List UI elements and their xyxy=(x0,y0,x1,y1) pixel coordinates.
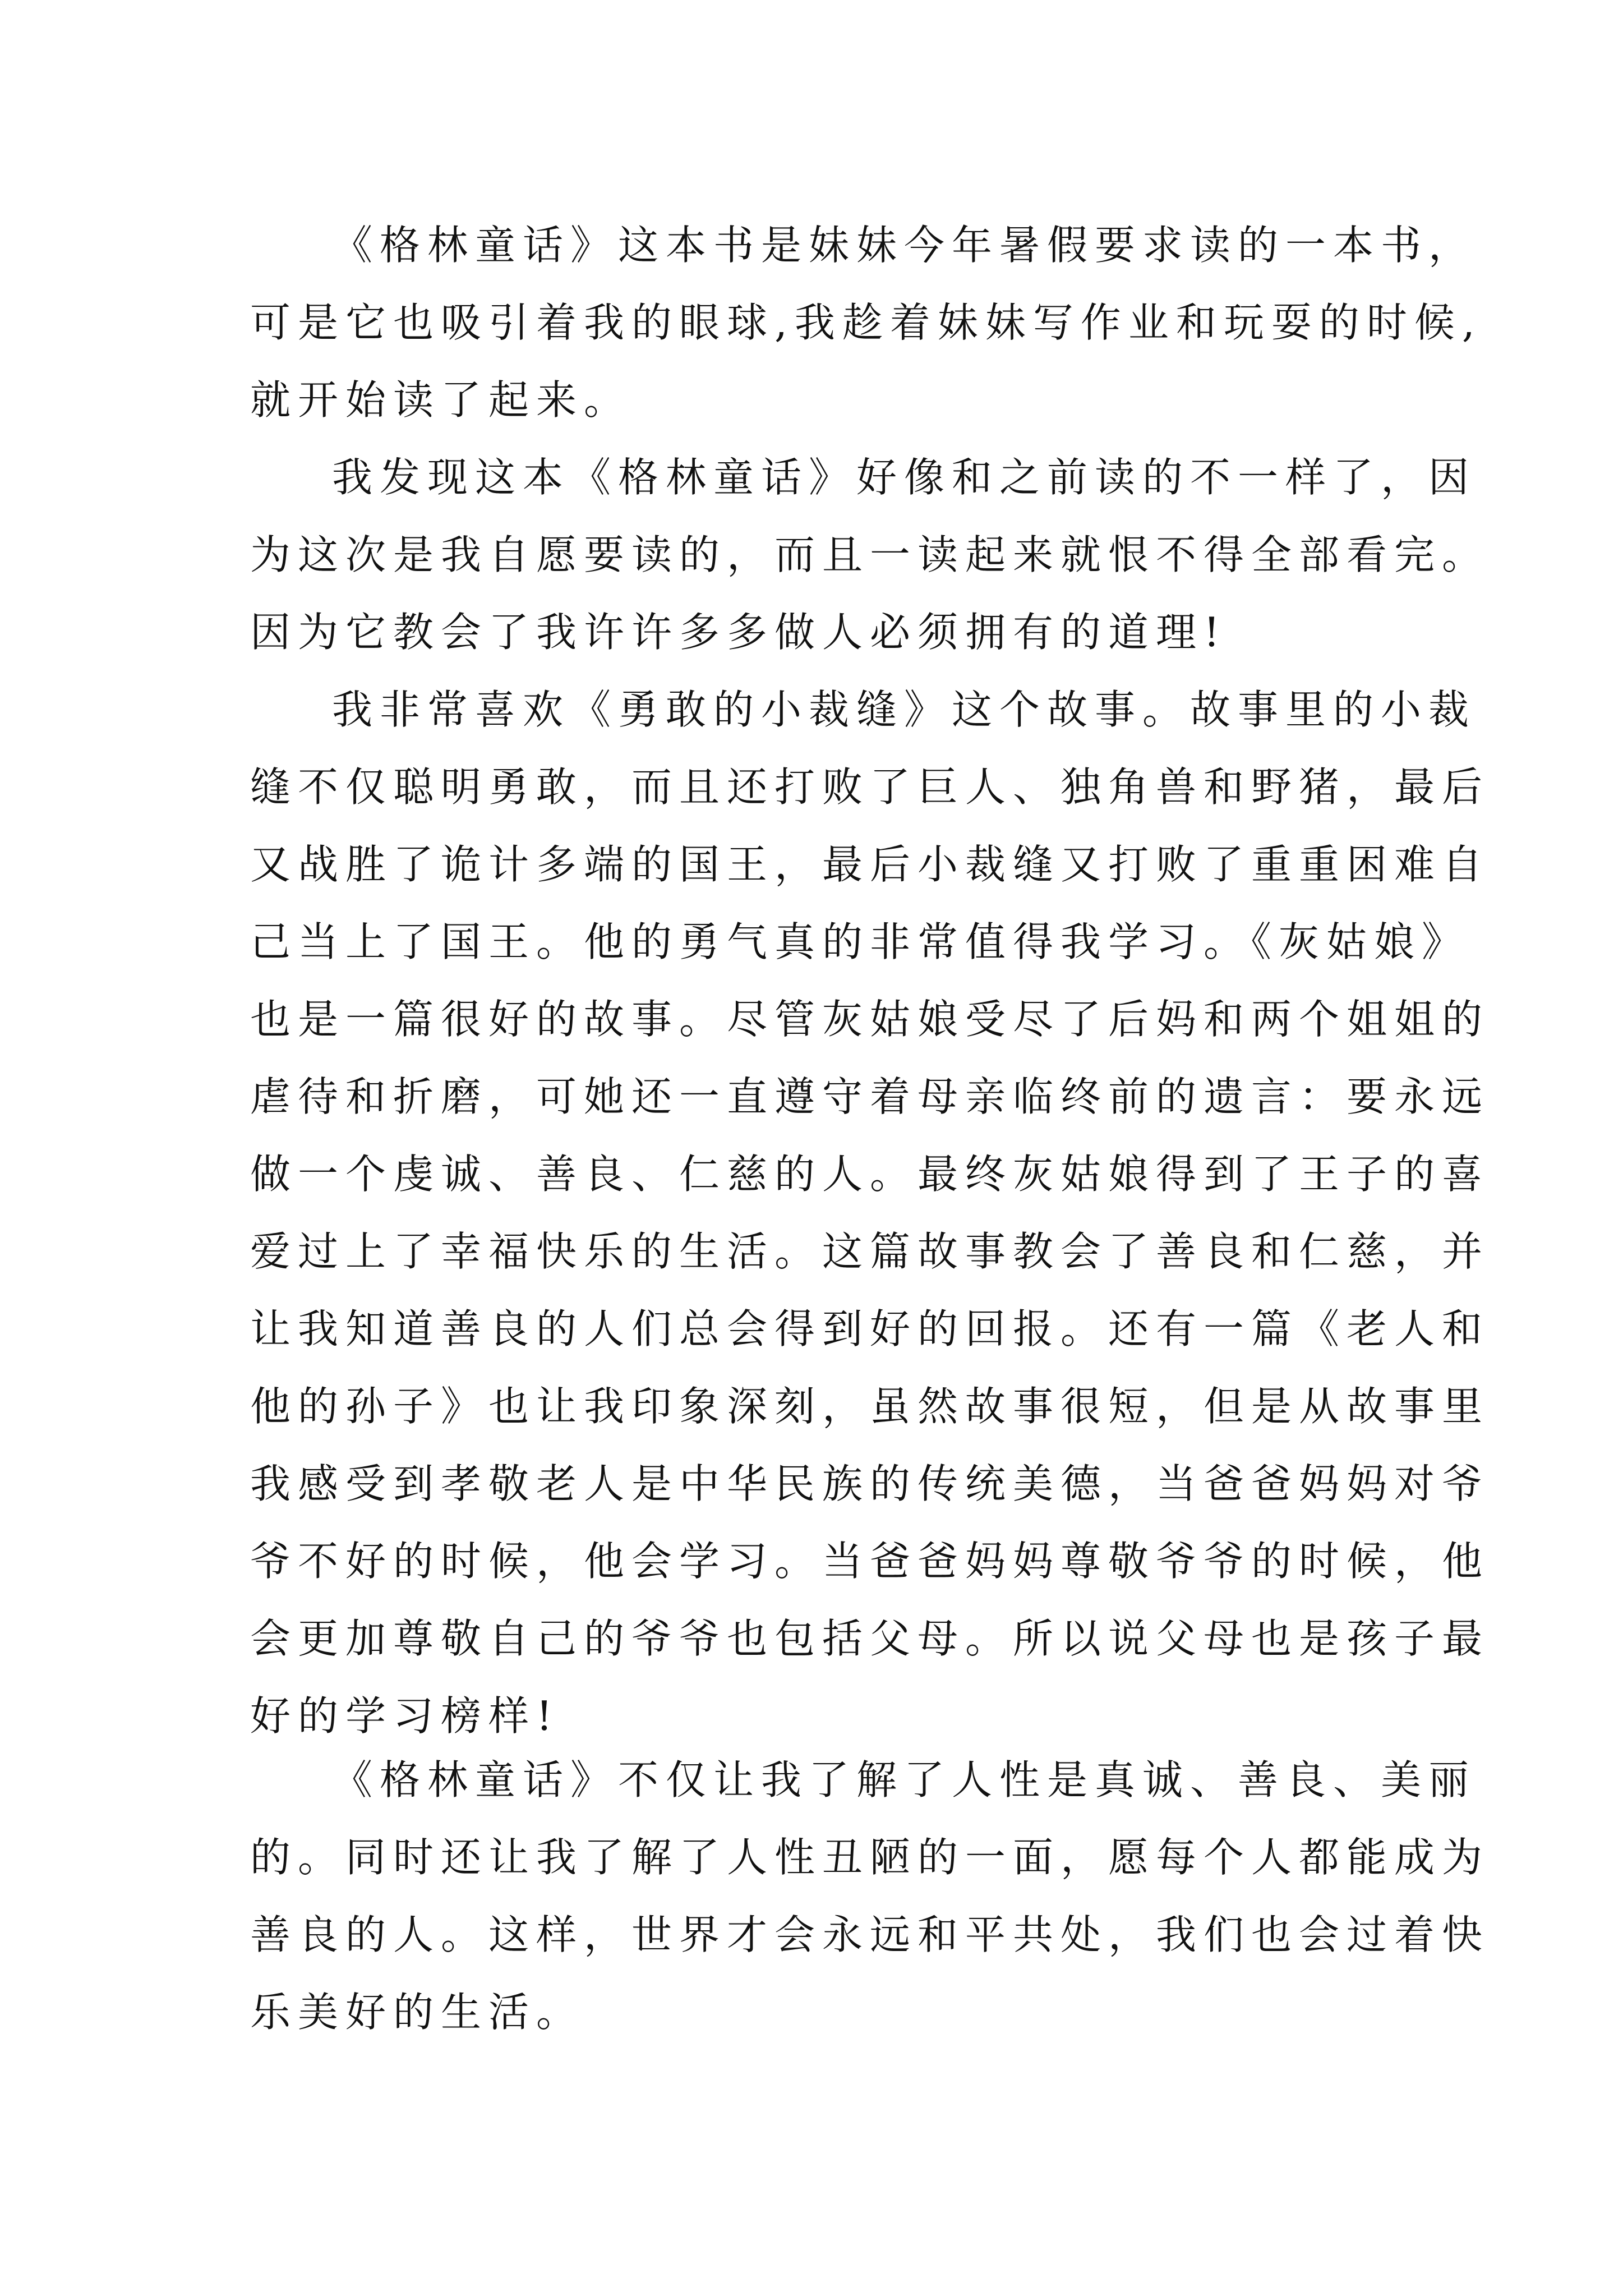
text-line: 己当上了国王。他的勇气真的非常值得我学习。《灰姑娘》 xyxy=(250,918,1470,965)
text-line: 我非常喜欢《勇敢的小裁缝》这个故事。故事里的小裁 xyxy=(332,686,1477,733)
text-line: 善良的人。这样，世界才会永远和平共处，我们也会过着快 xyxy=(250,1911,1490,1958)
text-line: 也是一篇很好的故事。尽管灰姑娘受尽了后妈和两个姐姐的 xyxy=(250,996,1490,1043)
text-line: 又战胜了诡计多端的国王，最后小裁缝又打败了重重困难自 xyxy=(250,841,1490,888)
text-line: 缝不仅聪明勇敢，而且还打败了巨人、独角兽和野猪，最后 xyxy=(250,763,1490,811)
text-line: 虐待和折磨，可她还一直遵守着母亲临终前的遗言：要永远 xyxy=(250,1073,1490,1120)
paragraph-2 xyxy=(250,439,1490,671)
text-line: 《格林童话》这本书是妹妹今年暑假要求读的一本书， xyxy=(332,222,1477,269)
text-line: 可是它也吸引着我的眼球,我趁着妹妹写作业和玩耍的时候, xyxy=(250,299,1482,346)
paragraph-4 xyxy=(250,1741,1490,2051)
text-line: 乐美好的生活。 xyxy=(250,1989,584,2036)
paragraph-1 xyxy=(250,206,1482,439)
text-line: 为这次是我自愿要读的，而且一读起来就恨不得全部看完。 xyxy=(250,531,1490,578)
paragraph-3 xyxy=(250,671,1490,1755)
text-line: 因为它教会了我许许多多做人必须拥有的道理! xyxy=(250,609,1227,656)
text-line: 《格林童话》不仅让我了解了人性是真诚、善良、美丽 xyxy=(332,1756,1477,1803)
text-line: 就开始读了起来。 xyxy=(250,376,632,424)
text-line: 我感受到孝敬老人是中华民族的传统美德，当爸爸妈妈对爷 xyxy=(250,1460,1490,1507)
text-line: 会更加尊敬自己的爷爷也包括父母。所以说父母也是孩子最 xyxy=(250,1615,1490,1662)
text-line: 做一个虔诚、善良、仁慈的人。最终灰姑娘得到了王子的喜 xyxy=(250,1151,1490,1198)
text-line: 爷不好的时候，他会学习。当爸爸妈妈尊敬爷爷的时候，他 xyxy=(250,1538,1490,1585)
text-line: 让我知道善良的人们总会得到好的回报。还有一篇《老人和 xyxy=(250,1305,1490,1352)
text-line: 他的孙子》也让我印象深刻，虽然故事很短，但是从故事里 xyxy=(250,1383,1490,1430)
text-line: 爱过上了幸福快乐的生活。这篇故事教会了善良和仁慈，并 xyxy=(250,1228,1490,1275)
text-line: 的。同时还让我了解了人性丑陋的一面，愿每个人都能成为 xyxy=(250,1834,1490,1881)
text-line: 好的学习榜样! xyxy=(250,1692,560,1740)
text-line: 我发现这本《格林童话》好像和之前读的不一样了，因 xyxy=(332,454,1477,501)
